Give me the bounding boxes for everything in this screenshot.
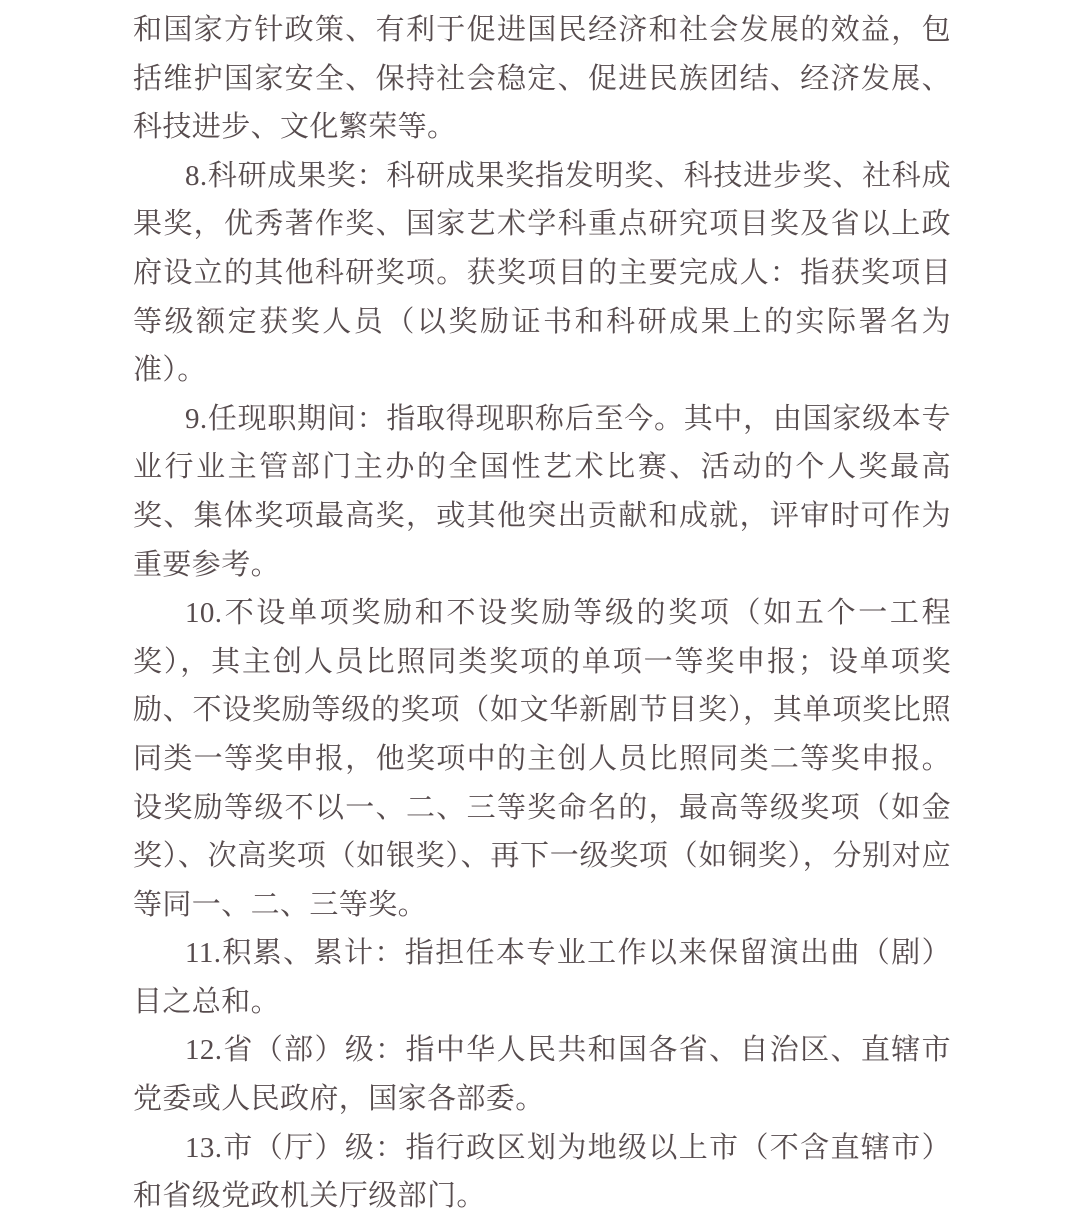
paragraph-item-11-accumulation-definition: 11.积累、累计：指担任本专业工作以来保留演出曲（剧）目之总和。 [133,937,951,1018]
paragraph-item-8-scientific-achievement-awards: 8.科研成果奖：科研成果奖指发明奖、科技进步奖、社科成果奖，优秀著作奖、国家艺术学科重点研究项目奖及省以上政府设立的其他科研奖项。获奖项目的主要完成人：指获奖项目等级额定获奖人员（以奖励证书和科研成果上的实际署名为准）。 [133,159,951,387]
paragraph-continuation: 和国家方针政策、有利于促进国民经济和社会发展的效益，包括维护国家安全、保持社会稳定、促进民族团结、经济发展、科技进步、文化繁荣等。 [133,14,951,144]
paragraph-item-12-provincial-ministerial-level: 12.省（部）级：指中华人民共和国各省、自治区、直辖市党委或人民政府，国家各部委。 [133,1034,951,1116]
paragraph-item-13-city-department-level: 13.市（厅）级：指行政区划为地级以上市（不含直辖市）和省级党政机关厅级部门。 [133,1131,951,1213]
paragraph-item-10-award-grade-equivalence: 10.不设单项奖励和不设奖励等级的奖项（如五个一工程奖），其主创人员比照同类奖项的单项一等奖申报；设单项奖励、不设奖励等级的奖项（如文华新剧节目奖），其单项奖比照同类一等奖申报，他奖项中的主创人员比照同类二等奖申报。设奖励等级不以一、二、三等奖命名的，最高等级奖项（如金奖）、次高奖项（如银奖）、再下一级奖项（如铜奖），分别对应等同一、二、三等奖。 [133,597,951,921]
paragraph-item-9-current-post-period: 9.任现职期间：指取得现职称后至今。其中，由国家级本专业行业主管部门主办的全国性艺术比赛、活动的个人奖最高奖、集体奖项最高奖，或其他突出贡献和成就，评审时可作为重要参考。 [133,402,951,581]
document-page [133,6,951,1221]
